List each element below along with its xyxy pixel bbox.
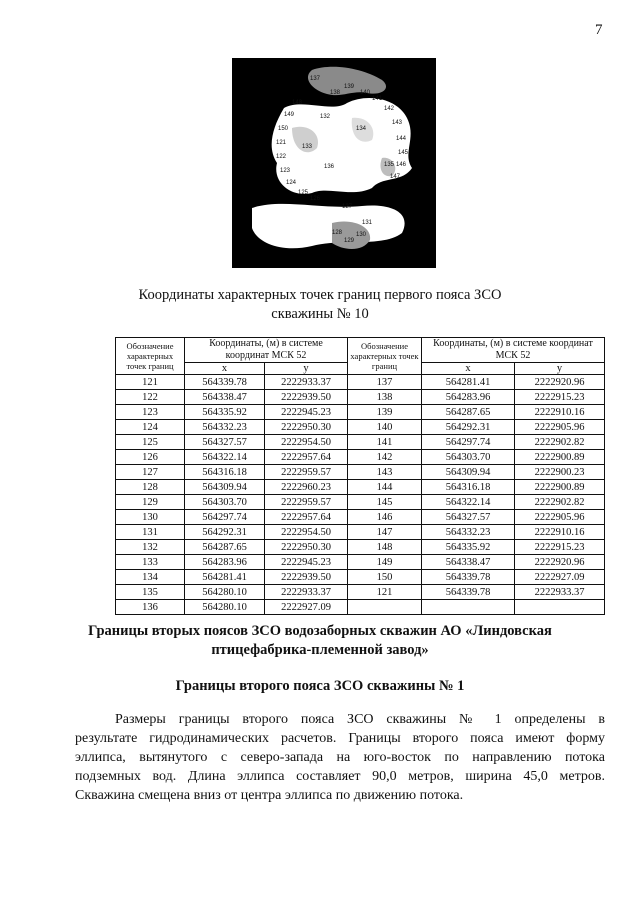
table-cell: 564281.41 bbox=[422, 375, 515, 390]
map-caption bbox=[0, 286, 640, 324]
table-cell: 132 bbox=[116, 540, 185, 555]
x-column-header: x bbox=[422, 363, 515, 375]
map-point-label: 133 bbox=[302, 144, 313, 150]
table-row bbox=[116, 600, 605, 615]
table-cell: 564338.47 bbox=[422, 555, 515, 570]
table-cell: 147 bbox=[348, 525, 422, 540]
table-cell bbox=[515, 600, 605, 615]
table-cell: 2222933.37 bbox=[265, 375, 348, 390]
table-cell: 564327.57 bbox=[185, 435, 265, 450]
table-row bbox=[116, 420, 605, 435]
map-point-label: 122 bbox=[276, 154, 287, 160]
table-row bbox=[116, 585, 605, 600]
table-cell: 564283.96 bbox=[422, 390, 515, 405]
map-point-label: 124 bbox=[286, 180, 297, 186]
table-cell: 143 bbox=[348, 465, 422, 480]
map-point-label: 128 bbox=[332, 230, 343, 236]
table-cell: 121 bbox=[116, 375, 185, 390]
map-point-label: 129 bbox=[344, 238, 355, 244]
coordinates-table-body bbox=[116, 375, 605, 615]
map-point-label: 123 bbox=[280, 168, 291, 174]
table-cell: 564332.23 bbox=[185, 420, 265, 435]
table-cell: 138 bbox=[348, 390, 422, 405]
map-point-label: 150 bbox=[278, 126, 289, 132]
table-row bbox=[116, 405, 605, 420]
table-cell: 2222915.23 bbox=[515, 540, 605, 555]
table-cell: 2222945.23 bbox=[265, 405, 348, 420]
table-row bbox=[116, 570, 605, 585]
table-cell: 122 bbox=[116, 390, 185, 405]
table-cell bbox=[348, 600, 422, 615]
table-cell: 564283.96 bbox=[185, 555, 265, 570]
table-cell: 150 bbox=[348, 570, 422, 585]
table-cell: 564292.31 bbox=[185, 525, 265, 540]
map-point-label: 121 bbox=[276, 140, 287, 146]
table-row bbox=[116, 375, 605, 390]
table-cell: 140 bbox=[348, 420, 422, 435]
table-cell: 564303.70 bbox=[185, 495, 265, 510]
table-cell: 2222939.50 bbox=[265, 570, 348, 585]
table-cell: 124 bbox=[116, 420, 185, 435]
table-cell: 144 bbox=[348, 480, 422, 495]
map-point-label: 134 bbox=[356, 126, 367, 132]
table-cell: 564280.10 bbox=[185, 600, 265, 615]
map-point-label: 146 bbox=[396, 162, 407, 168]
table-cell: 2222902.82 bbox=[515, 495, 605, 510]
table-cell: 128 bbox=[116, 480, 185, 495]
map-point-label: 132 bbox=[320, 114, 331, 120]
map-point-label: 136 bbox=[324, 164, 335, 170]
map-point-label: 147 bbox=[390, 174, 401, 180]
paragraph-line: Скважина смещена вниз от центра эллипса по движению потока. bbox=[75, 788, 464, 803]
table-cell: 2222900.89 bbox=[515, 480, 605, 495]
map-point-label: 140 bbox=[360, 90, 371, 96]
y-column-header: y bbox=[265, 363, 348, 375]
table-cell: 564309.94 bbox=[422, 465, 515, 480]
table-cell: 564339.78 bbox=[185, 375, 265, 390]
table-cell: 564339.78 bbox=[422, 585, 515, 600]
table-cell: 141 bbox=[348, 435, 422, 450]
map-point-label: 149 bbox=[284, 112, 295, 118]
table-cell: 564297.74 bbox=[185, 510, 265, 525]
table-cell: 2222959.57 bbox=[265, 495, 348, 510]
map-point-label: 127 bbox=[342, 204, 353, 210]
table-cell: 2222939.50 bbox=[265, 390, 348, 405]
map-point-label: 130 bbox=[356, 232, 367, 238]
table-cell: 126 bbox=[116, 450, 185, 465]
table-cell: 131 bbox=[116, 525, 185, 540]
table-row bbox=[116, 525, 605, 540]
table-cell: 142 bbox=[348, 450, 422, 465]
table-cell: 127 bbox=[116, 465, 185, 480]
table-cell: 564281.41 bbox=[185, 570, 265, 585]
table-cell: 564322.14 bbox=[185, 450, 265, 465]
table-cell: 146 bbox=[348, 510, 422, 525]
table-cell: 564309.94 bbox=[185, 480, 265, 495]
table-cell: 2222900.89 bbox=[515, 450, 605, 465]
map-point-label: 139 bbox=[344, 84, 355, 90]
table-cell: 564316.18 bbox=[422, 480, 515, 495]
paragraph-line: подземных вод. Длина эллипса составляет 90,0 метров, ширина 45,0 метров. bbox=[75, 769, 605, 784]
table-cell: 2222945.23 bbox=[265, 555, 348, 570]
table-cell: 2222910.16 bbox=[515, 405, 605, 420]
table-cell: 136 bbox=[116, 600, 185, 615]
table-cell: 2222905.96 bbox=[515, 420, 605, 435]
table-cell: 564292.31 bbox=[422, 420, 515, 435]
table-cell: 134 bbox=[116, 570, 185, 585]
map-caption-line-2: скважины № 10 bbox=[271, 306, 369, 322]
y-column-header: y bbox=[515, 363, 605, 375]
table-cell: 2222902.82 bbox=[515, 435, 605, 450]
table-cell: 2222920.96 bbox=[515, 555, 605, 570]
table-cell: 564297.74 bbox=[422, 435, 515, 450]
coordinates-table bbox=[115, 337, 605, 615]
map-point-label: 142 bbox=[384, 106, 395, 112]
table-cell: 2222920.96 bbox=[515, 375, 605, 390]
paragraph-line: эллипса, вытянутого с северо-запада на юго-восток по направлению потока bbox=[75, 750, 605, 765]
table-cell: 2222959.57 bbox=[265, 465, 348, 480]
table-cell: 2222915.23 bbox=[515, 390, 605, 405]
table-cell: 2222933.37 bbox=[265, 585, 348, 600]
table-row bbox=[116, 450, 605, 465]
table-cell: 564335.92 bbox=[185, 405, 265, 420]
table-cell: 2222900.23 bbox=[515, 465, 605, 480]
map-point-label: 148 bbox=[292, 100, 303, 106]
table-cell: 564322.14 bbox=[422, 495, 515, 510]
table-cell: 133 bbox=[116, 555, 185, 570]
table-cell: 564280.10 bbox=[185, 585, 265, 600]
zone-map-svg bbox=[232, 58, 436, 268]
table-row bbox=[116, 480, 605, 495]
points-column-header: Обозначение характерных точек границ bbox=[348, 338, 422, 375]
map-point-label: 126 bbox=[310, 196, 321, 202]
zone-map-image bbox=[232, 58, 436, 268]
table-cell: 2222910.16 bbox=[515, 525, 605, 540]
map-point-label: 141 bbox=[372, 96, 383, 102]
table-cell: 564327.57 bbox=[422, 510, 515, 525]
table-row bbox=[116, 390, 605, 405]
paragraph-line: Размеры границы второго пояса ЗСО скважины № 1 определены в bbox=[115, 712, 605, 727]
table-cell: 564332.23 bbox=[422, 525, 515, 540]
table-cell: 2222905.96 bbox=[515, 510, 605, 525]
table-cell bbox=[422, 600, 515, 615]
map-point-label: 131 bbox=[362, 220, 373, 226]
table-cell: 149 bbox=[348, 555, 422, 570]
map-point-label: 135 bbox=[384, 162, 395, 168]
table-cell: 139 bbox=[348, 405, 422, 420]
table-cell: 564335.92 bbox=[422, 540, 515, 555]
table-cell: 564287.65 bbox=[185, 540, 265, 555]
page-number: 7 bbox=[595, 22, 603, 38]
map-caption-line-1: Координаты характерных точек границ первого пояса ЗСО bbox=[138, 287, 502, 303]
map-point-label: 144 bbox=[396, 136, 407, 142]
table-cell: 2222950.30 bbox=[265, 420, 348, 435]
table-cell: 564287.65 bbox=[422, 405, 515, 420]
table-cell: 564338.47 bbox=[185, 390, 265, 405]
table-cell: 2222954.50 bbox=[265, 525, 348, 540]
table-cell: 145 bbox=[348, 495, 422, 510]
table-cell: 2222960.23 bbox=[265, 480, 348, 495]
coords-column-header: Координаты, (м) в системе координат МСК 52 bbox=[422, 338, 605, 363]
map-point-label: 137 bbox=[310, 76, 321, 82]
paragraph-line: результате гидродинамических расчетов. Границы второго пояса имеют форму bbox=[75, 731, 605, 746]
table-cell: 564316.18 bbox=[185, 465, 265, 480]
table-cell: 135 bbox=[116, 585, 185, 600]
table-cell: 564339.78 bbox=[422, 570, 515, 585]
table-row bbox=[116, 465, 605, 480]
table-cell: 130 bbox=[116, 510, 185, 525]
section-heading-line-1: Границы вторых поясов ЗСО водозаборных скважин АО «Линдовская bbox=[88, 623, 552, 639]
table-row bbox=[116, 540, 605, 555]
map-point-label: 143 bbox=[392, 120, 403, 126]
table-cell: 2222927.09 bbox=[265, 600, 348, 615]
table-cell: 2222927.09 bbox=[515, 570, 605, 585]
table-row bbox=[116, 495, 605, 510]
table-row bbox=[116, 555, 605, 570]
map-point-label: 125 bbox=[298, 190, 309, 196]
table-row bbox=[116, 510, 605, 525]
map-point-label: 138 bbox=[330, 90, 341, 96]
table-cell: 2222950.30 bbox=[265, 540, 348, 555]
table-cell: 121 bbox=[348, 585, 422, 600]
points-column-header: Обозначение характерных точек границ bbox=[116, 338, 185, 375]
table-cell: 2222957.64 bbox=[265, 510, 348, 525]
table-cell: 123 bbox=[116, 405, 185, 420]
coords-column-header: Координаты, (м) в системе координат МСК 52 bbox=[185, 338, 348, 363]
section-heading bbox=[0, 622, 640, 660]
table-row bbox=[116, 435, 605, 450]
table-cell: 129 bbox=[116, 495, 185, 510]
body-paragraph bbox=[75, 710, 605, 805]
subsection-heading: Границы второго пояса ЗСО скважины № 1 bbox=[175, 678, 465, 694]
map-point-label: 145 bbox=[398, 150, 409, 156]
table-cell: 2222954.50 bbox=[265, 435, 348, 450]
table-cell: 2222933.37 bbox=[515, 585, 605, 600]
table-cell: 137 bbox=[348, 375, 422, 390]
x-column-header: x bbox=[185, 363, 265, 375]
table-cell: 148 bbox=[348, 540, 422, 555]
table-cell: 125 bbox=[116, 435, 185, 450]
table-cell: 2222957.64 bbox=[265, 450, 348, 465]
table-cell: 564303.70 bbox=[422, 450, 515, 465]
section-heading-line-2: птицефабрика-племенной завод» bbox=[211, 642, 429, 658]
